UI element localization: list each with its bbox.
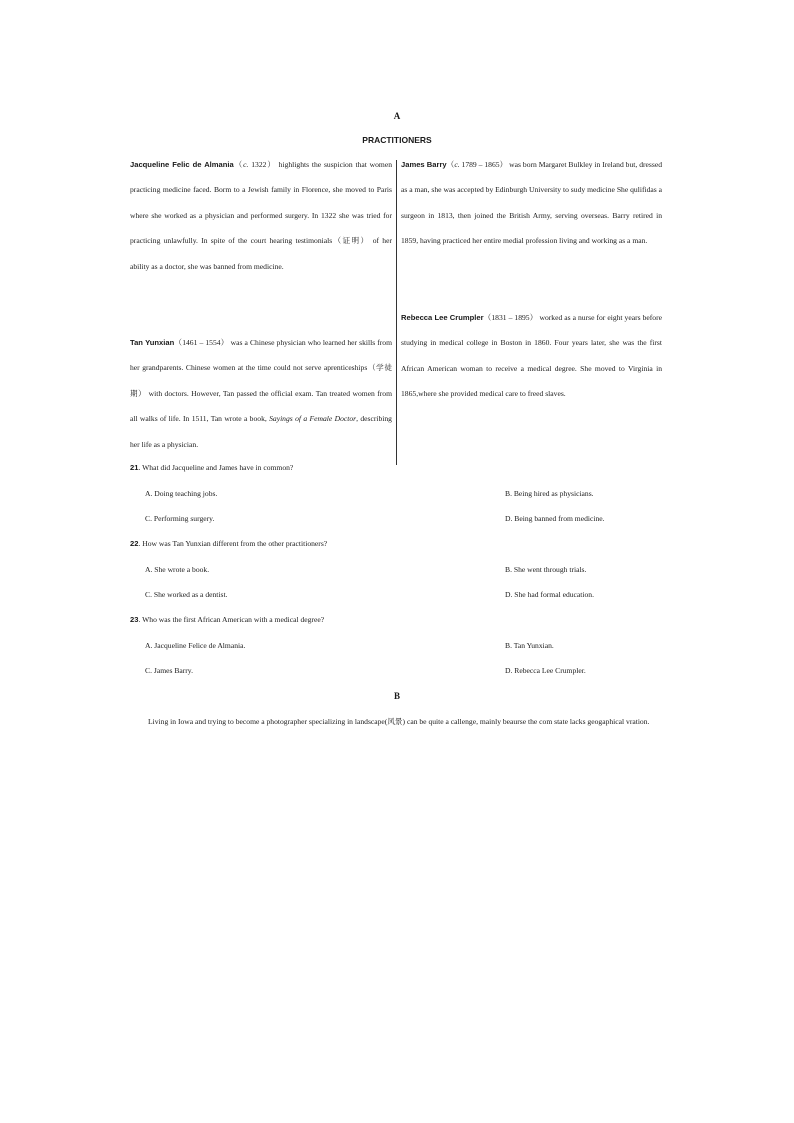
question-23	[130, 615, 324, 624]
option-21-d[interactable]: D. Being banned from medicine.	[505, 514, 605, 523]
option-22-d[interactable]: D. She had formal education.	[505, 590, 594, 599]
entry-name: Rebecca Lee Crumpler	[401, 313, 484, 322]
question-22	[130, 539, 327, 548]
question-number: 23	[130, 615, 139, 624]
section-b-letter: B	[393, 691, 400, 701]
entry-jacqueline	[130, 152, 392, 279]
entry-date-open: （	[446, 160, 455, 169]
passage-title: PRACTITIONERS	[362, 135, 432, 145]
passage-b-text: Living in Iowa and trying to become a photographer specializing in landscape(风景) can be quite a callenge, mainly beaurse the com state lacks geogaphical vration.	[148, 717, 650, 726]
passage-b	[130, 709, 664, 735]
option-23-a[interactable]: A. Jacqueline Felice de Almania.	[145, 641, 246, 650]
entry-date-rest: 1789 – 1865）	[459, 160, 508, 169]
option-22-a[interactable]: A. She wrote a book.	[145, 565, 210, 574]
question-text: . How was Tan Yunxian different from the other practitioners?	[138, 539, 328, 548]
entry-james	[401, 152, 662, 254]
entry-text: worked as a nurse for eight years before studying in medical college in Boston in 1860. Four years later, she was the first African American woman to receive a medical degree. She moved to Virginia in 1865,where she provided medical care to freed slaves.	[401, 313, 662, 399]
question-21	[130, 463, 293, 472]
question-number: 22	[130, 539, 139, 548]
option-23-b[interactable]: B. Tan Yunxian.	[505, 641, 554, 650]
entry-name: James Barry	[401, 160, 447, 169]
option-23-c[interactable]: C. James Barry.	[145, 666, 194, 675]
column-divider	[396, 160, 397, 465]
option-22-b[interactable]: B. She went through trials.	[505, 565, 587, 574]
entry-date-circa: c.	[454, 160, 460, 169]
section-a-letter: A	[393, 111, 401, 121]
entry-date-rest: 1322）	[248, 160, 276, 169]
question-number: 21	[130, 463, 139, 472]
book-title: Sayings of a Female Doctor	[269, 414, 357, 424]
option-21-a[interactable]: A. Doing teaching jobs.	[145, 489, 218, 498]
entry-text: was a Chinese physician who learned her skills from her grandparents. Chinese women at the time could not serve aprenticeships（学徒期） with doctors. However, Tan passed the official exam. Tan treated women from all walks of life. In 1511, Tan wrote a book,	[130, 338, 393, 424]
option-23-d[interactable]: D. Rebecca Lee Crumpler.	[505, 666, 586, 675]
entry-name: Tan Yunxian	[130, 338, 175, 347]
entry-date-circa: c.	[243, 160, 249, 169]
option-21-c[interactable]: C. Performing surgery.	[145, 514, 215, 523]
entry-date-open: （	[233, 160, 244, 169]
option-22-c[interactable]: C. She worked as a dentist.	[145, 590, 228, 599]
question-text: . What did Jacqueline and James have in common?	[138, 463, 294, 472]
entry-text-end: , describing her life as a physician.	[130, 414, 392, 449]
option-21-b[interactable]: B. Being hired as physicians.	[505, 489, 594, 498]
entry-dates: （1461 – 1554）	[174, 338, 229, 347]
entry-text: was born Margaret Bulkley in Ireland but, dressed as a man, she was accepted by Edinburgh University to sudy medicine She qulifidas a surgeon in 1813, then joined the British Army, serving overseas. Barry retired in 1859, having practiced her entire medial profession living and working as a man.	[401, 160, 662, 246]
entry-name: Jacqueline Felic de Almania	[130, 160, 234, 169]
entry-tan	[130, 330, 392, 457]
entry-text: highlights the suspicion that women practicing medicine faced. Borm to a Jewish family in Florence, she moved to Paris where she worked as a physician and performed surgery. In 1322 she was tried for practicing unlawfully. In spite of the court hearing testimonials（证明） of her ability as a doctor, she was banned from medicine.	[130, 160, 393, 271]
entry-rebecca	[401, 305, 662, 407]
entry-dates: （1831 – 1895）	[483, 313, 538, 322]
question-text: . Who was the first African American with a medical degree?	[138, 615, 325, 624]
